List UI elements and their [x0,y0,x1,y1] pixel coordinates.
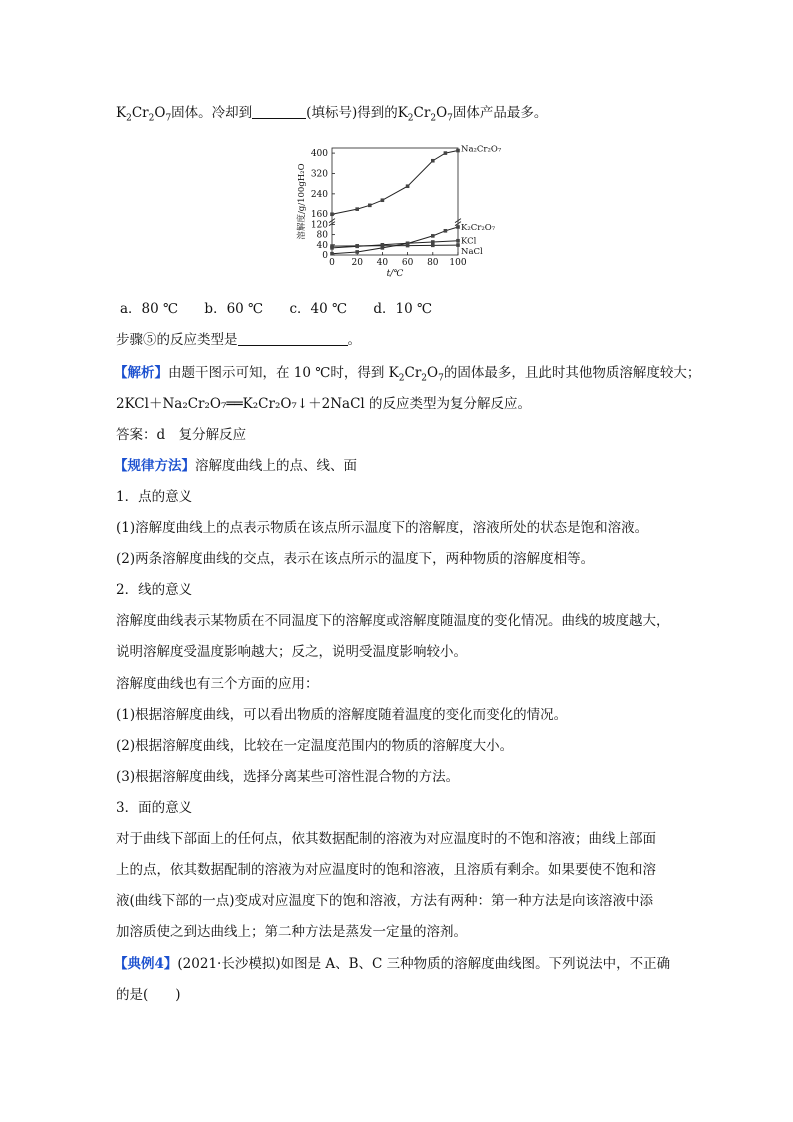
y-tick-label: 160 [310,210,328,221]
series-point [355,244,359,248]
analysis-tag: 【解析】 [114,365,168,381]
series-point [431,234,435,238]
y-tick-label: 80 [316,230,328,241]
step5-text: 步骤⑤的反应类型是 [116,332,238,348]
method-p1: (1)溶解度曲线上的点表示物质在该点所示温度下的溶解度，溶液所处的状态是饱和溶液。 [116,520,649,536]
example-tag: 【典例4】 [114,956,178,972]
series-label: KCl [461,236,477,247]
x-tick-label: 100 [449,258,467,268]
example-line-2: 的是( ) [116,987,181,1003]
series-label: K₂Cr₂O₇ [461,222,496,233]
intro-text: 固体。冷却到 [171,105,253,121]
y-tick-label: 320 [310,169,328,180]
x-tick-label: 40 [376,258,389,268]
step5-end: 。 [347,332,361,348]
method-p8: (3)根据溶解度曲线，选择分离某些可溶性混合物的方法。 [116,769,460,785]
method-h3: 3．面的意义 [116,800,193,816]
series-point [406,244,410,248]
x-tick-label: 20 [351,258,363,268]
analysis-text: 的固体最多，且此时其他物质溶解度较大； [443,365,701,381]
y-tick-label: 40 [316,240,328,251]
series-line [332,245,458,246]
plot-frame [332,148,458,255]
method-p6: (1)根据溶解度曲线，可以看出物质的溶解度随着温度的变化而变化的情况。 [116,707,568,723]
formula-sub: 2 [126,113,132,124]
series-point [355,207,359,211]
option-b[interactable]: b．60 ℃ [204,301,264,317]
y-axis-label: 溶解度/g/100gH₂O [297,163,307,240]
formula-sub: 2 [398,373,405,384]
formula-part: Cr [413,105,431,121]
answer-blank[interactable] [252,104,306,119]
intro-text: 固体产品最多。 [452,105,548,121]
x-tick-label: 80 [427,258,439,268]
series-point [330,244,334,248]
series-label: Na₂Cr₂O₇ [461,144,502,155]
formula-sub: 2 [430,113,437,124]
series-point [368,204,372,208]
series-point [444,229,448,233]
formula-part: K [116,105,127,121]
x-tick-label: 0 [329,258,335,268]
method-p5: 溶解度曲线也有三个方面的应用： [116,676,319,692]
y-tick-label: 120 [310,220,328,231]
chart-series [330,149,460,256]
series-point [381,198,385,202]
series-point [330,252,334,256]
series-point [406,184,410,188]
analysis-text: 由题干图示可知，在 10 ℃时，得到 K [168,365,399,381]
step5-line [116,330,361,350]
series-point [355,250,359,254]
analysis-equation: 2KCl＋Na₂Cr₂O₇══K₂Cr₂O₇↓＋2NaCl 的反应类型为复分解反应。 [116,396,532,412]
x-tick-label: 60 [401,258,414,268]
series-line [332,227,458,254]
method-p7: (2)根据溶解度曲线，比较在一定温度范围内的物质的溶解度大小。 [116,738,514,754]
example-text: (2021·长沙模拟)如图是 A、B、C 三种物质的溶解度曲线图。下列说法中，不正确 [177,956,671,972]
formula-part: Cr [131,105,149,121]
series-line [332,241,458,248]
intro-line [116,103,547,123]
y-tick-label: 400 [310,149,328,160]
formula-sub: 7 [438,373,444,384]
method-h2: 2．线的意义 [116,582,193,598]
y-tick-label: 240 [310,189,328,200]
method-p11: 液(曲线下部的一点)变成对应温度下的饱和溶液，方法有两种：第一种方法是向该溶液中添 [116,893,654,909]
method-h1: 1．点的意义 [116,489,193,505]
series-point [381,244,385,248]
series-point [330,212,334,216]
options-line [120,299,454,319]
formula-sub: 2 [148,113,155,124]
answer-blank[interactable] [238,331,348,346]
series-point [431,240,435,244]
y-tick-label: 0 [322,251,328,261]
method-p2: (2)两条溶解度曲线的交点，表示在该点所示的温度下，两种物质的溶解度相等。 [116,551,595,567]
method-title: 溶解度曲线上的点、线、面 [195,458,357,474]
example-line-1 [114,954,670,974]
series-point [431,159,435,163]
formula-part: O [154,105,166,121]
x-axis-label: t/℃ [386,269,404,279]
option-d[interactable]: d．10 ℃ [373,301,433,317]
answer-text: 答案：d 复分解反应 [116,427,247,443]
method-p3: 溶解度曲线表示某物质在不同温度下的溶解度或溶解度随温度的变化情况。曲线的坡度越大， [116,613,670,629]
series-line [332,151,458,215]
series-point [444,151,448,155]
formula-part: O [436,105,448,121]
method-p4: 说明溶解度受温度影响越大；反之，说明受温度影响较小。 [116,644,467,660]
method-p10: 上的点，依其数据配制的溶液为对应温度时的饱和溶液，且溶质有剩余。如果要使不饱和溶 [116,862,656,878]
analysis-line-2 [116,394,531,414]
analysis-line-1: 【解析】由题干图示可知，在 10 ℃时，得到 $K_2Cr_2O_7$的固体最多，且此时其他物质溶解度较大； [114,365,701,384]
option-c[interactable]: c．40 ℃ [289,301,348,317]
method-tag: 【规律方法】 [114,458,195,474]
chart-ticks [311,149,467,268]
solubility-chart [290,140,550,280]
series-point [456,239,460,243]
intro-text: (填标号)得到的K [306,105,408,121]
series-point [456,225,460,229]
method-p9: 对于曲线下部面上的任何点，依其数据配制的溶液为对应温度时的不饱和溶液；曲线上部面 [116,831,656,847]
formula-sub: 7 [165,113,172,124]
series-label: NaCl [461,247,483,258]
series-point [456,243,460,247]
option-a[interactable]: a．80 ℃ [120,301,179,317]
chart-axes [329,148,461,255]
formula-sub: 2 [407,113,414,124]
series-point [456,149,460,153]
method-heading [114,456,357,476]
method-p12: 加溶质使之到达曲线上；第二种方法是蒸发一定量的溶剂。 [116,924,467,940]
formula-sub: 7 [447,113,453,124]
series-point [431,244,435,248]
formula-sub: 2 [421,373,428,384]
answer-line [116,425,246,445]
